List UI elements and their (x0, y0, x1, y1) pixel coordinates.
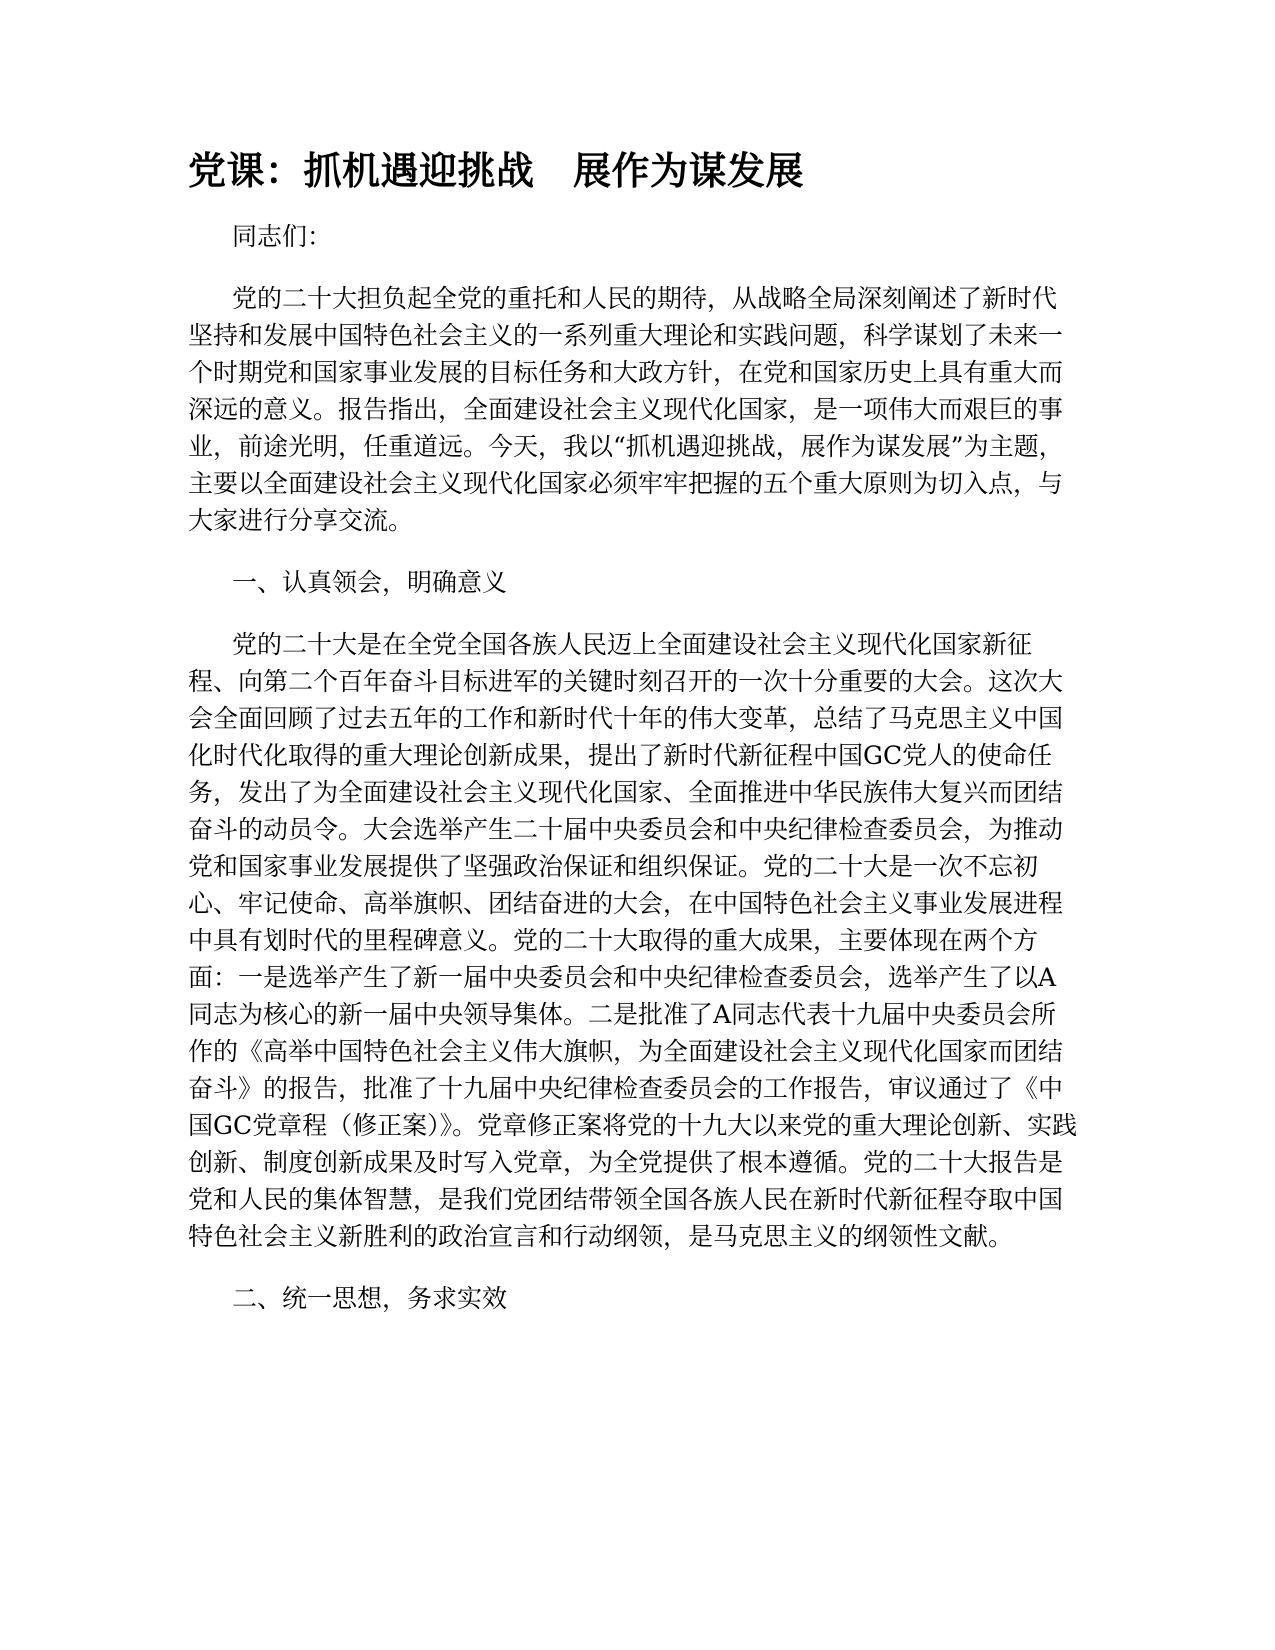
section-1-paragraph: 党的二十大是在全党全国各族人民迈上全面建设社会主义现代化国家新征程、向第二个百年奋斗目标进军的关键时刻召开的一次十分重要的大会。这次大会全面回顾了过去五年的工作和新时代十年的伟大变革，总结了马克思主义中国化时代化取得的重大理论创新成果，提出了新时代新征程中国GC党人的使命任务，发出了为全面建设社会主义现代化国家、全面推进中华民族伟大复兴而团结奋斗的动员令。大会选举产生二十届中央委员会和中央纪律检查委员会，为推动党和国家事业发展提供了坚强政治保证和组织保证。党的二十大是一次不忘初心、牢记使命、高举旗帜、团结奋进的大会，在中国特色社会主义事业发展进程中具有划时代的里程碑意义。党的二十大取得的重大成果，主要体现在两个方面：一是选举产生了新一届中央委员会和中央纪律检查委员会，选举产生了以A同志为核心的新一届中央领导集体。二是批准了A同志代表十九届中央委员会所作的《高举中国特色社会主义伟大旗帜，为全面建设社会主义现代化国家而团结奋斗》的报告，批准了十九届中央纪律检查委员会的工作报告，审议通过了《中国GC党章程（修正案）》。党章修正案将党的十九大以来党的重大理论创新、实践创新、制度创新成果及时写入党章，为全党提供了根本遵循。党的二十大报告是党和人民的集体智慧，是我们党团结带领全国各族人民在新时代新征程夺取中国特色社会主义新胜利的政治宣言和行动纲领，是马克思主义的纲领性文献。 (188, 630, 1078, 1251)
section-heading-1: 一、认真领会，明确意义 (232, 568, 508, 597)
document-body (188, 218, 1080, 1342)
intro-paragraph: 党的二十大担负起全党的重托和人民的期待，从战略全局深刻阐述了新时代坚持和发展中国特色社会主义的一系列重大理论和实践问题，科学谋划了未来一个时期党和国家事业发展的目标任务和大政方针，在党和国家历史上具有重大而深远的意义。报告指出，全面建设社会主义现代化国家，是一项伟大而艰巨的事业，前途光明，任重道远。今天，我以“抓机遇迎挑战，展作为谋发展”为主题，主要以全面建设社会主义现代化国家必须牢牢把握的五个重大原则为切入点，与大家进行分享交流。 (188, 284, 1064, 535)
section-heading-2: 二、统一思想，务求实效 (232, 1284, 508, 1313)
salutation: 同志们： (232, 222, 333, 251)
document-title: 党课：抓机遇迎挑战 展作为谋发展 (188, 149, 805, 193)
